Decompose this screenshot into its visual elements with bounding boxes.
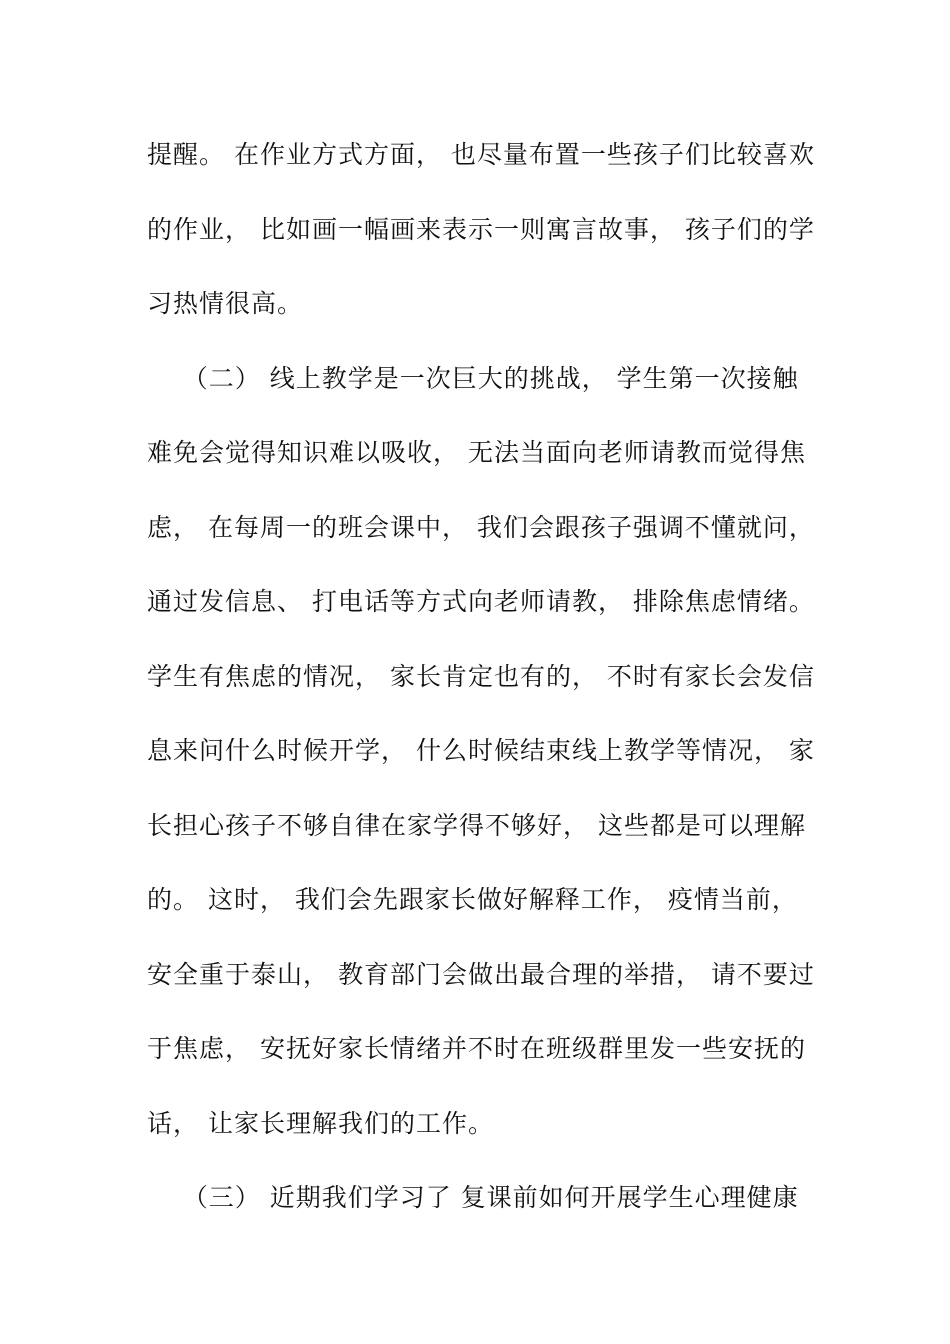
text-line: 话， 让家长理解我们的工作。 xyxy=(147,1109,494,1138)
text-line: （二） 线上教学是一次巨大的挑战， 学生第一次接触 xyxy=(147,364,799,393)
text-line: 虑， 在每周一的班会课中， 我们会跟孩子强调不懂就问， xyxy=(147,513,815,542)
text-line: 习热情很高。 xyxy=(147,289,304,318)
text-line: 安全重于泰山， 教育部门会做出最合理的举措， 请不要过 xyxy=(147,960,815,989)
text-line: 难免会觉得知识难以吸收， 无法当面向老师请教而觉得焦 xyxy=(147,438,806,467)
text-line: 通过发信息、 打电话等方式向老师请教， 排除焦虑情绪。 xyxy=(147,587,815,616)
text-line: （三） 近期我们学习了 复课前如何开展学生心理健康 xyxy=(147,1183,799,1212)
text-line: 的作业， 比如画一幅画来表示一则寓言故事， 孩子们的学 xyxy=(147,215,815,244)
text-line: 的。 这时， 我们会先跟家长做好解释工作， 疫情当前， xyxy=(147,885,798,914)
text-line: 于焦虑， 安抚好家长情绪并不时在班级群里发一些安抚的 xyxy=(147,1034,806,1063)
text-line: 息来问什么时候开学， 什么时候结束线上教学等情况， 家 xyxy=(147,736,815,765)
text-line: 学生有焦虑的情况， 家长肯定也有的， 不时有家长会发信 xyxy=(147,662,815,691)
text-line: 长担心孩子不够自律在家学得不够好， 这些都是可以理解 xyxy=(147,811,806,840)
text-line: 提醒。 在作业方式方面， 也尽量布置一些孩子们比较喜欢 xyxy=(147,140,815,169)
